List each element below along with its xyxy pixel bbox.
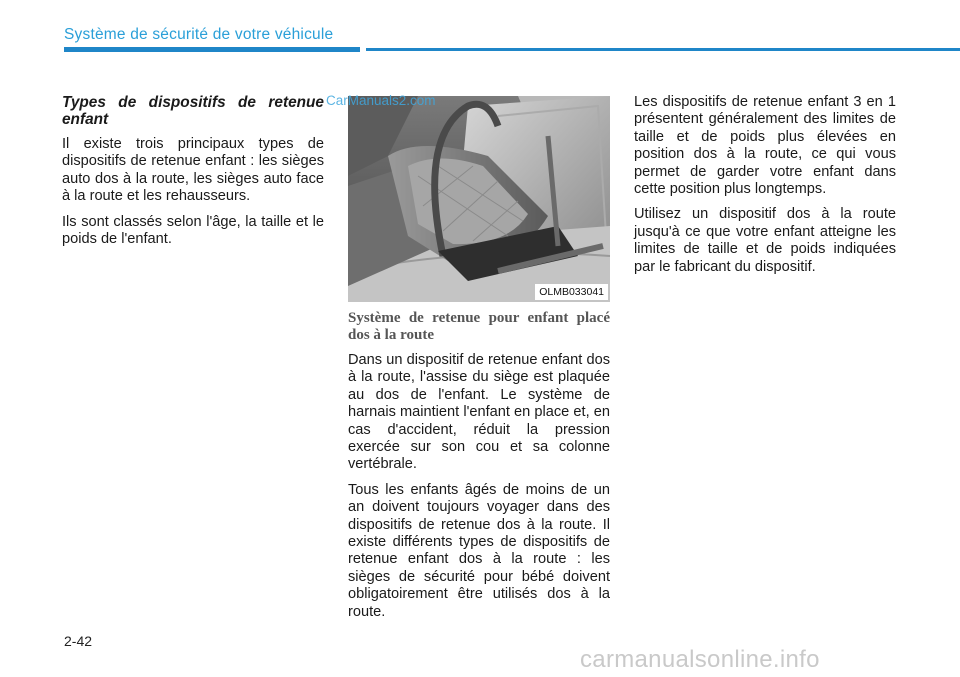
figure-code: OLMB033041	[535, 284, 608, 300]
paragraph: Il existe trois principaux types de dispositifs de retenue enfant : les sièges auto dos à la route, les sièges auto face à la route et les rehausseurs.	[62, 136, 324, 205]
watermark-top: CarManuals2.com	[326, 93, 436, 108]
rear-facing-child-seat-photo-icon	[348, 96, 610, 302]
section-title: Système de sécurité de votre véhicule	[64, 26, 334, 43]
header-rule-thick	[64, 47, 360, 52]
heading-types: Types de dispositifs de retenue enfant	[62, 94, 324, 128]
paragraph: Dans un dispositif de retenue enfant dos à la route, l'assise du siège est plaquée au dos de l'enfant. Le système de harnais maintient l'enfant en place et, en cas d'accident, réduit la pression exercée sur son cou et sa colonne vertébrale.	[348, 352, 610, 473]
header-rule-thin	[366, 48, 960, 51]
paragraph: Ils sont classés selon l'âge, la taille et le poids de l'enfant.	[62, 213, 324, 248]
column-3	[634, 94, 896, 284]
paragraph: Utilisez un dispositif dos à la route jusqu'à ce que votre enfant atteigne les limites de taille et de poids indiquées par le fabricant du dispositif.	[634, 206, 896, 275]
child-seat-figure	[348, 96, 610, 302]
heading-rear-facing: Système de retenue pour enfant placé dos à la route	[348, 310, 610, 343]
paragraph: Tous les enfants âgés de moins de un an doivent toujours voyager dans des dispositifs de retenue dos à la route. Il existe différents types de dispositifs de retenue enfant dos à la route : les sièges de sécurité pour bébé doivent obligatoirement être utilisés dos à la route.	[348, 481, 610, 620]
column-1	[62, 94, 324, 256]
page-number: 2-42	[64, 633, 93, 649]
watermark-bottom: carmanualsonline.info	[580, 646, 820, 673]
column-2	[348, 310, 610, 629]
paragraph: Les dispositifs de retenue enfant 3 en 1 présentent généralement des limites de taille et de poids plus élevées en position dos à la route, ce qui vous permet de garder votre enfant dans cette position plus longtemps.	[634, 94, 896, 198]
